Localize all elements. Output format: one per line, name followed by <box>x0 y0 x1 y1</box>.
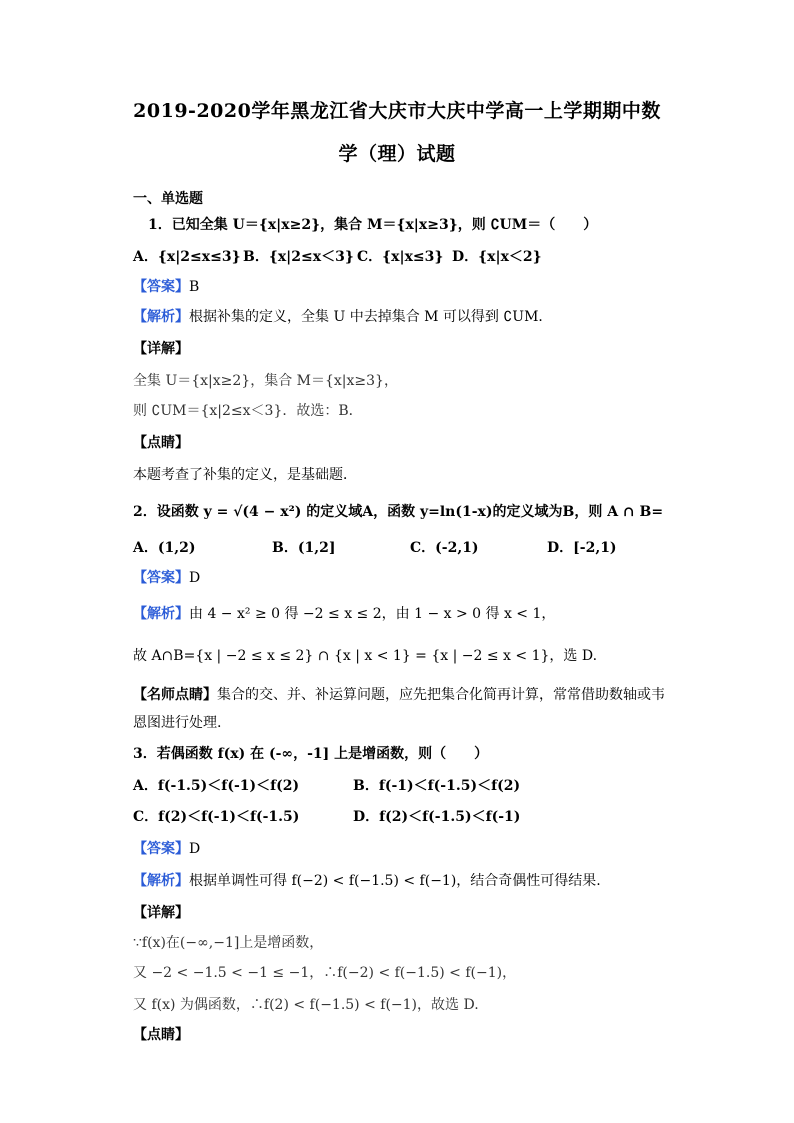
q1-answer <box>133 276 199 296</box>
answer-tag: 【答案】 <box>133 841 189 857</box>
analysis-tag: 【解析】 <box>133 873 189 889</box>
q1-detail-line2: 则 ∁UM＝{x|2≤x＜3}．故选：B． <box>133 403 363 419</box>
q2-option-d: D．[-2,1) <box>547 540 617 556</box>
answer-tag: 【答案】 <box>133 570 189 586</box>
q3-analysis <box>133 870 601 890</box>
q1-comment-tag: 【点睛】 <box>133 435 189 451</box>
q2-comment <box>133 684 665 704</box>
q2-stem: 2．设函数 y = √(4 − x²) 的定义域A，函数 y=ln(1-x)的定义域为B，则 A ∩ B= <box>133 504 664 520</box>
q2-option-c: C．(-2,1) <box>410 540 479 556</box>
q3-detail-line1: ∵f(x)在(−∞,−1]上是增函数， <box>133 935 324 951</box>
answer-value: D <box>189 570 201 586</box>
q1-analysis <box>133 306 552 326</box>
q1-option-b: B．{x|2≤x＜3} <box>243 249 354 265</box>
q3-detail-line3: 又 f(x) 为偶函数，∴f(2) < f(−1.5) < f(−1)，故选 D. <box>133 997 479 1013</box>
document-title-line2: 学（理）试题 <box>338 143 456 165</box>
analysis-text: 由 4 − x² ≥ 0 得 −2 ≤ x ≤ 2，由 1 − x > 0 得 x < 1， <box>189 606 556 622</box>
answer-tag: 【答案】 <box>133 279 189 295</box>
q1-detail-tag: 【详解】 <box>133 341 189 357</box>
q3-comment-tag: 【点睛】 <box>133 1027 189 1043</box>
q3-answer <box>133 838 200 858</box>
q3-option-c: C．f(2)＜f(-1)＜f(-1.5) <box>133 809 300 825</box>
q3-option-a: A．f(-1.5)＜f(-1)＜f(2) <box>133 778 300 794</box>
q2-option-b: B．(1,2] <box>272 540 336 556</box>
comment-tag: 【名师点睛】 <box>133 687 217 703</box>
section-heading: 一、单选题 <box>133 191 203 207</box>
q1-option-d: D．{x|x＜2} <box>452 249 542 265</box>
comment-text: 集合的交、并、补运算问题，应先把集合化简再计算，常常借助数轴或韦 <box>217 687 665 703</box>
q2-answer <box>133 567 200 587</box>
q3-option-b: B．f(-1)＜f(-1.5)＜f(2) <box>353 778 521 794</box>
q3-detail-line2: 又 −2 < −1.5 < −1 ≤ −1，∴f(−2) < f(−1.5) < f(−1)， <box>133 965 517 981</box>
answer-value: D <box>189 841 201 857</box>
analysis-tag: 【解析】 <box>133 309 189 325</box>
analysis-text: 根据补集的定义，全集 U 中去掉集合 M 可以得到 ∁UM． <box>189 309 553 325</box>
q3-stem: 3．若偶函数 f(x) 在 (-∞，-1] 上是增函数，则（ ） <box>133 746 489 762</box>
q1-option-c: C．{x|x≤3} <box>357 249 444 265</box>
document-title-line1: 2019-2020学年黑龙江省大庆市大庆中学高一上学期期中数 <box>133 100 661 122</box>
q2-comment-line2: 恩图进行处理. <box>133 715 222 731</box>
q1-stem: 1．已知全集 U＝{x|x≥2}，集合 M＝{x|x≥3}，则 ∁UM＝（ ） <box>148 217 598 233</box>
analysis-tag: 【解析】 <box>133 606 189 622</box>
answer-value: B <box>189 279 200 295</box>
q2-analysis-line2: 故 A∩B={x | −2 ≤ x ≤ 2} ∩ {x | x < 1} = {x | −2 ≤ x < 1}，选 D. <box>133 648 598 664</box>
q3-option-d: D．f(2)＜f(-1.5)＜f(-1) <box>353 809 521 825</box>
q2-option-a: A．(1,2) <box>133 540 196 556</box>
q1-comment: 本题考查了补集的定义，是基础题． <box>133 467 357 483</box>
q1-option-a: A．{x|2≤x≤3} <box>133 249 241 265</box>
q3-detail-tag: 【详解】 <box>133 905 189 921</box>
q2-analysis <box>133 603 555 623</box>
analysis-text: 根据单调性可得 f(−2) < f(−1.5) < f(−1)，结合奇偶性可得结果. <box>189 873 601 889</box>
q1-detail-line1: 全集 U＝{x|x≥2}，集合 M＝{x|x≥3}， <box>133 373 398 389</box>
